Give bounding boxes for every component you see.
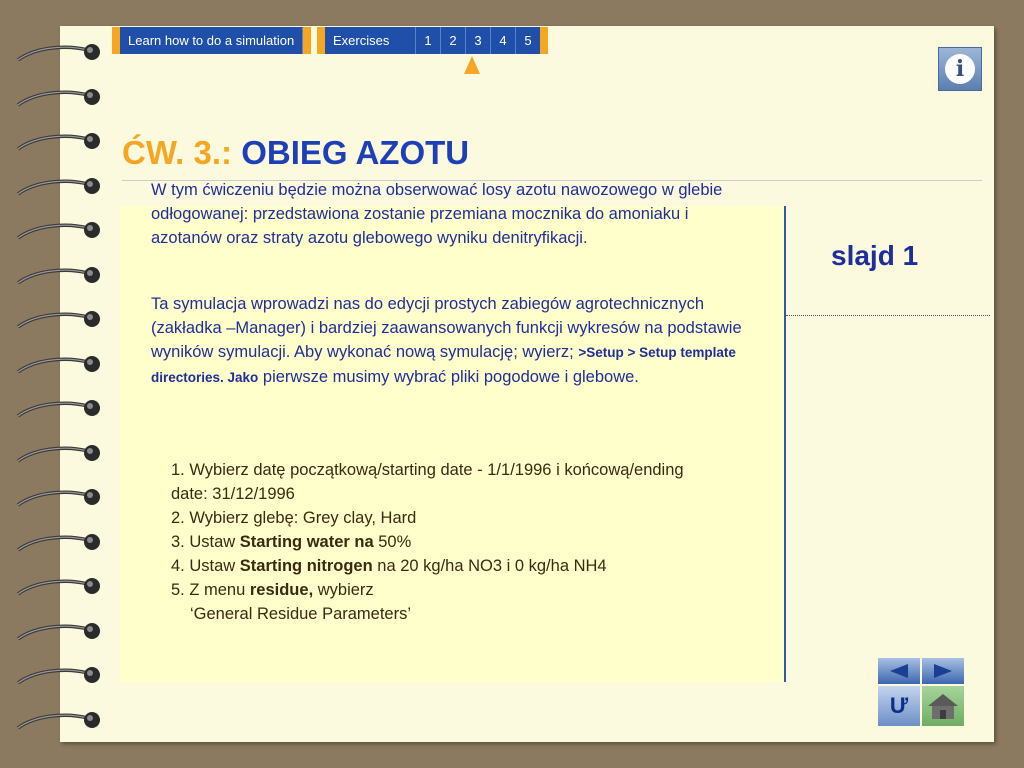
step-5-line-2: ‘General Residue Parameters’ — [190, 605, 412, 623]
side-dotted-divider — [786, 315, 990, 316]
learn-simulation-link[interactable]: Learn how to do a simulation — [120, 27, 303, 54]
intro-paragraph: W tym ćwiczeniu będzie można obserwować losy azotu nawozowego w glebie odłogowanej: przedstawiona zostanie przemiana mocznika do amoniaku i azotanów oraz straty azotu glebowego wyniku denitryfikacji. — [151, 181, 723, 247]
spiral-ring-icon — [14, 40, 106, 66]
nav-cap-left — [112, 27, 120, 54]
title-prefix: ĆW. 3.: — [122, 134, 233, 171]
step-3-pre: 3. Ustaw — [171, 533, 240, 551]
step-2: 2. Wybierz glebę: Grey clay, Hard — [171, 509, 417, 527]
exercises-link[interactable]: Exercises — [325, 27, 416, 54]
step-4-pre: 4. Ustaw — [171, 557, 240, 575]
setup-text-after: pierwsze musimy wybrać pliki pogodowe i glebowe. — [258, 368, 639, 386]
exercise-page-3[interactable]: 3 — [466, 27, 491, 54]
spiral-ring-icon — [14, 708, 106, 734]
prev-button[interactable] — [878, 658, 920, 684]
spiral-ring-icon — [14, 441, 106, 467]
exercise-page-5[interactable]: 5 — [524, 33, 532, 48]
spiral-ring-icon — [14, 263, 106, 289]
info-icon: i — [945, 54, 975, 84]
info-button[interactable] — [938, 47, 982, 91]
home-icon — [927, 692, 959, 720]
slide-label: slajd 1 — [831, 240, 919, 271]
spiral-ring-icon — [14, 663, 106, 689]
spiral-ring-icon — [14, 352, 106, 378]
content-vertical-divider — [784, 206, 786, 682]
nav-cap-right — [303, 27, 311, 54]
page-title — [122, 134, 469, 172]
step-5-bold: residue, — [249, 581, 314, 599]
step-1: 1. Wybierz datę początkową/starting date - 1/1/1996 i końcową/ending date: 31/12/1996 — [171, 461, 684, 503]
spiral-ring-icon — [14, 307, 106, 333]
prev-arrow-icon — [888, 663, 910, 679]
spiral-ring-icon — [14, 85, 106, 111]
setup-paragraph — [151, 292, 751, 390]
home-button[interactable] — [922, 686, 964, 726]
exercise-page-1[interactable]: 1 — [416, 27, 441, 54]
steps-list — [171, 458, 691, 626]
slide-navigation — [878, 658, 964, 726]
spiral-ring-icon — [14, 396, 106, 422]
nav-bar-learn — [112, 27, 311, 54]
step-3 — [171, 530, 691, 554]
spiral-ring-icon — [14, 174, 106, 200]
spiral-ring-icon — [14, 619, 106, 645]
exercise-page-2[interactable]: 2 — [441, 27, 466, 54]
nav-cap-left — [317, 27, 325, 54]
setup-menu-path: >Setup > Setup template directories. Jako — [151, 345, 736, 385]
step-5-pre: 5. Z menu — [171, 581, 250, 599]
step-4-post: na 20 kg/ha NO3 i 0 kg/ha NH4 — [372, 557, 607, 575]
step-4 — [171, 554, 691, 578]
nav-cap-right — [540, 27, 548, 54]
exercise-page-4[interactable]: 4 — [491, 27, 516, 54]
spiral-ring-icon — [14, 218, 106, 244]
spiral-binding — [0, 40, 120, 730]
spiral-ring-icon — [14, 485, 106, 511]
step-3-post: 50% — [373, 533, 412, 551]
next-button[interactable] — [922, 658, 964, 684]
spiral-ring-icon — [14, 129, 106, 155]
spiral-ring-icon — [14, 574, 106, 600]
setup-text-before: Ta symulacja wprowadzi nas do edycji prostych zabiegów agrotechnicznych (zakładka –Manager) i bardziej zaawansowanych funkcji wykresów na podstawie wyników symulacji. Aby wykonać nową symulację; wyierz; — [151, 295, 742, 361]
nav-bar-exercises — [317, 27, 548, 54]
back-icon: Ư — [889, 693, 909, 718]
step-4-bold: Starting nitrogen — [239, 557, 373, 575]
step-3-bold: Starting water na — [239, 533, 374, 551]
title-main: OBIEG AZOTU — [241, 134, 470, 171]
step-5-post: wybierz — [313, 581, 374, 599]
back-button[interactable] — [878, 686, 920, 726]
current-page-indicator-icon — [464, 56, 480, 74]
next-arrow-icon — [932, 663, 954, 679]
spiral-ring-icon — [14, 530, 106, 556]
step-5 — [171, 578, 691, 602]
